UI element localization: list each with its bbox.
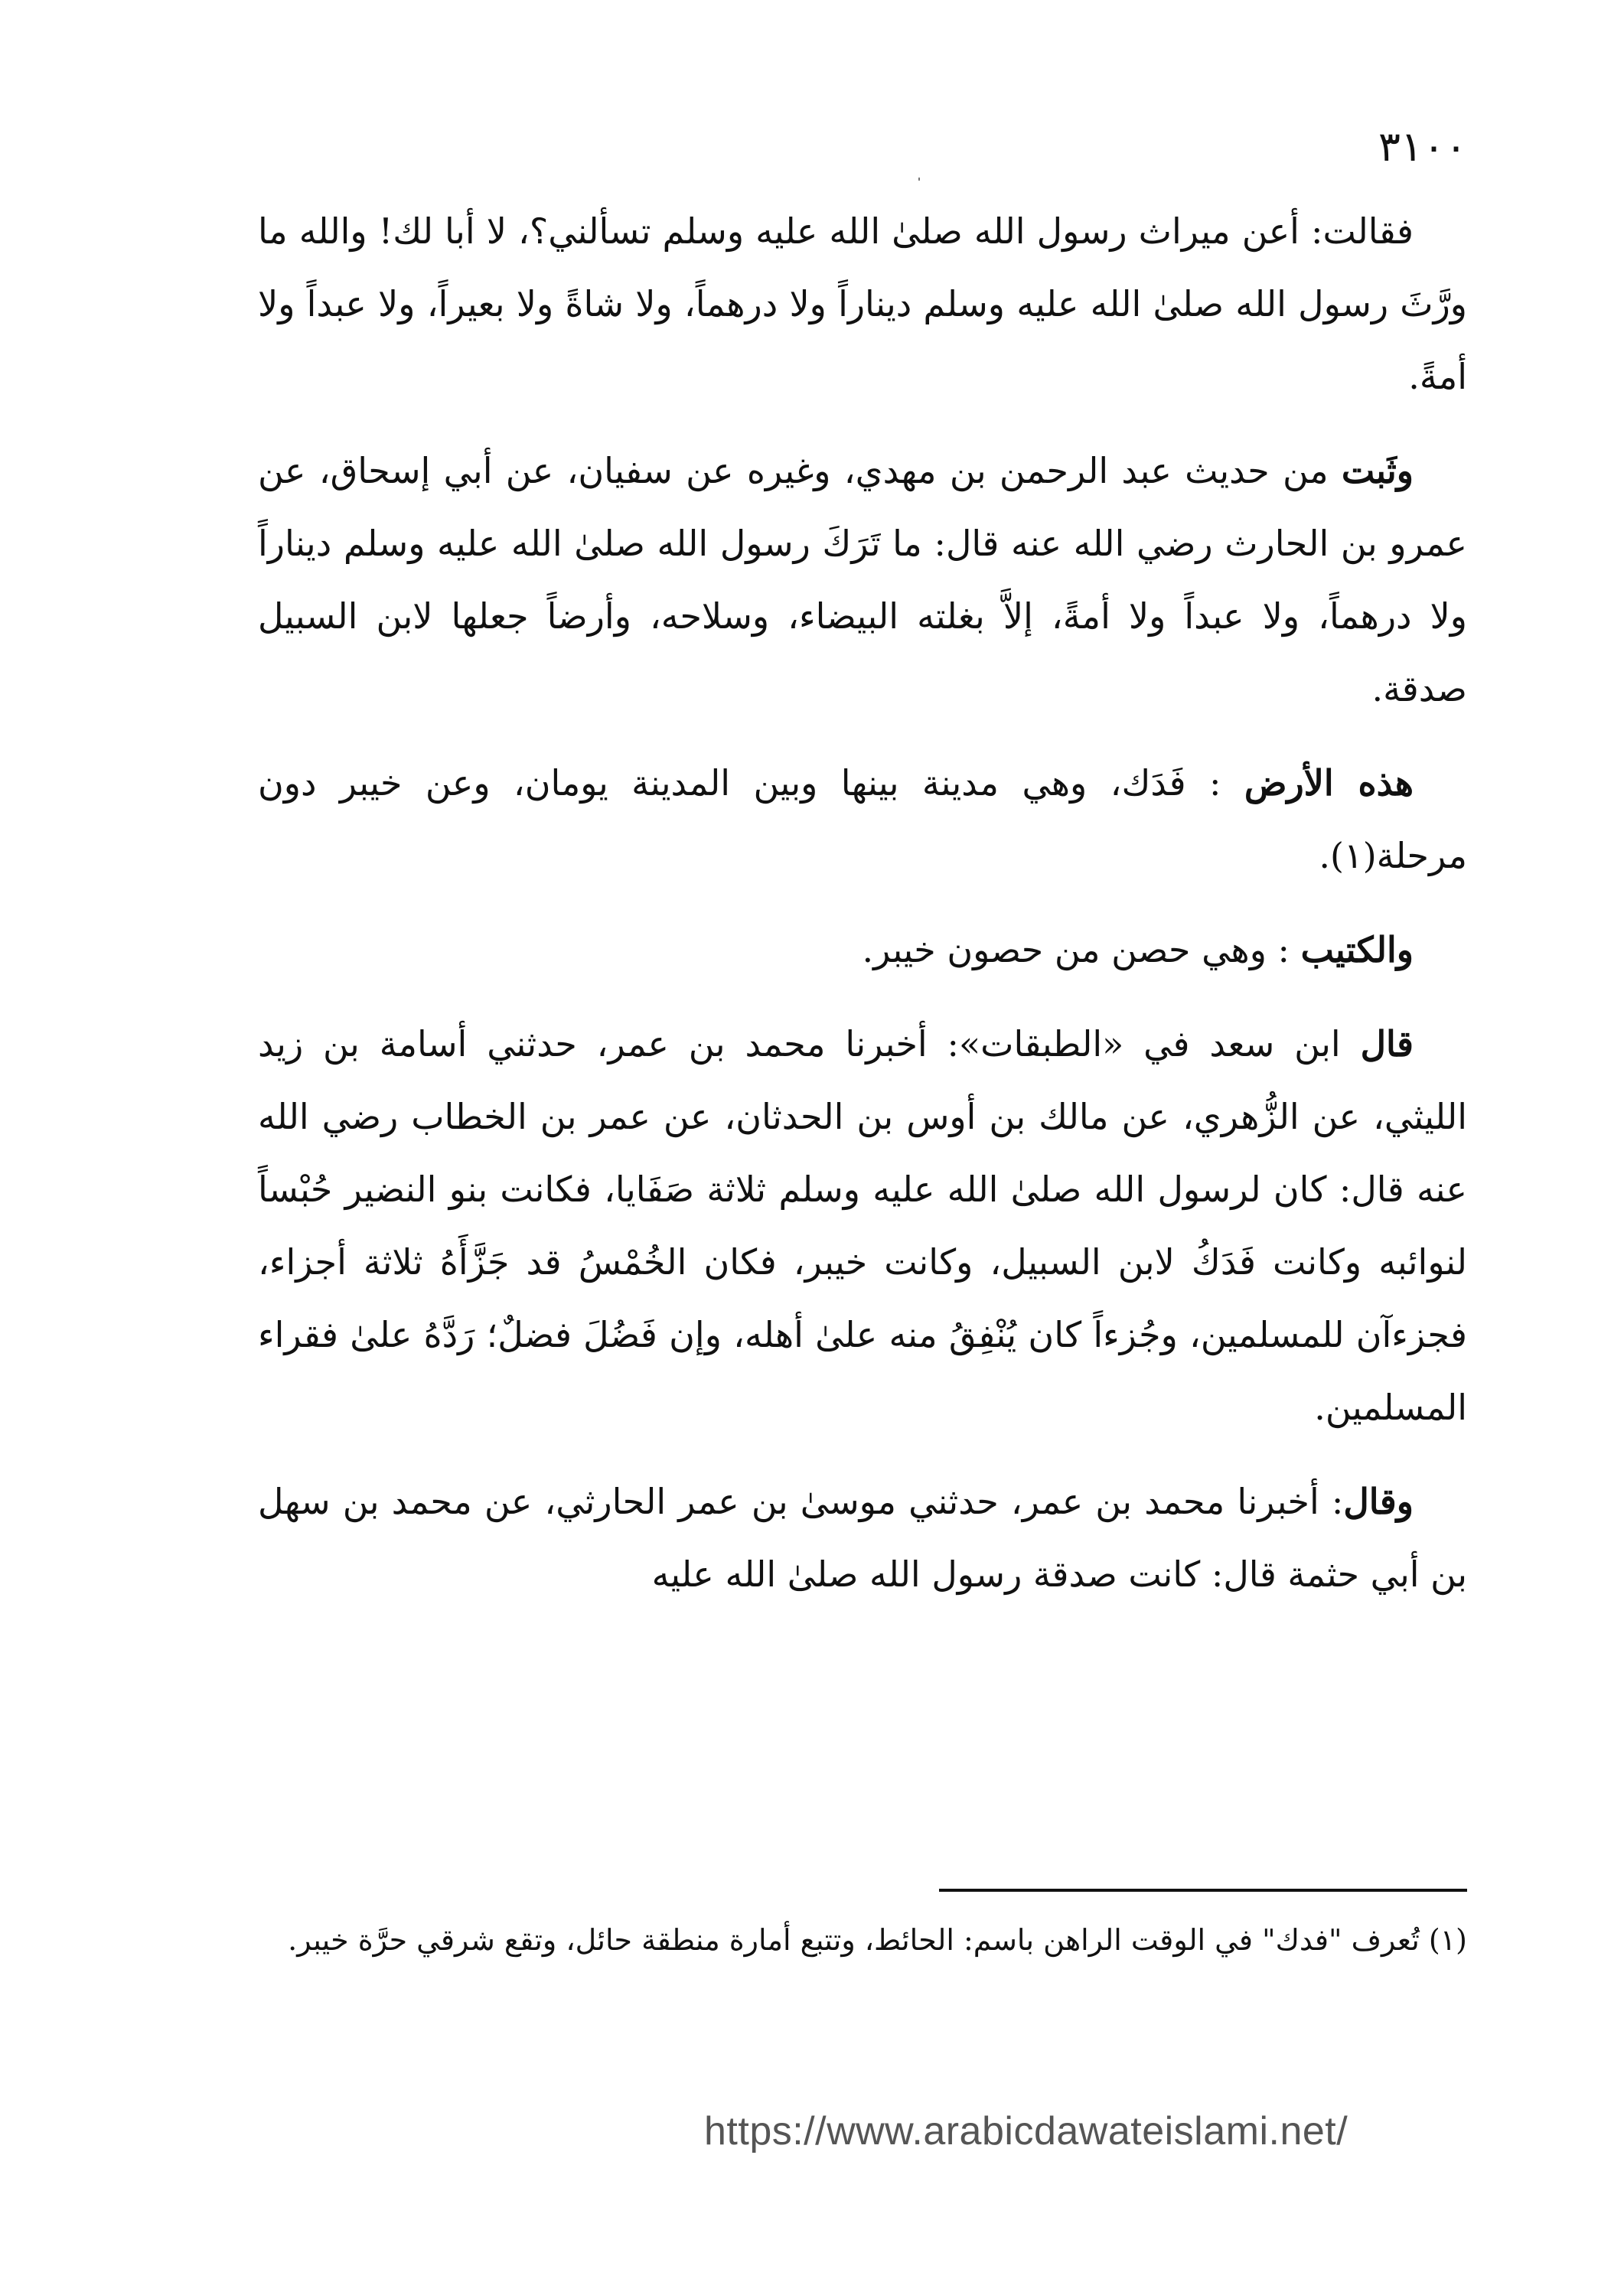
paragraph-text: فقالت: أعن ميراث رسول الله صلىٰ الله عليه وسلم تسألني؟، لا أبا لك! والله ما ورَّثَ رسول الله صلىٰ الله عليه وسلم ديناراً ولا درهماً، ولا شاةً ولا بعيراً، ولا عبداً ولا أمةً. xyxy=(258,210,1467,397)
paragraph xyxy=(258,195,1467,413)
page-number: ٣١٠٠ xyxy=(1378,122,1467,171)
paragraph-lead: هذه الأرض xyxy=(1244,762,1414,804)
paragraph xyxy=(258,747,1467,892)
paragraph-text: : وهي حصن من حصون خيبر. xyxy=(862,929,1301,970)
watermark-url: https://www.arabicdawateislami.net/ xyxy=(704,2109,1348,2153)
paragraph xyxy=(258,435,1467,725)
paragraph-lead: والكتيب xyxy=(1300,929,1414,970)
paragraph-text: ابن سعد في «الطبقات»: أخبرنا محمد بن عمر، حدثني أسامة بن زيد الليثي، عن الزُّهري، عن مالك بن أوس بن الحدثان، عن عمر بن الخطاب رضي الله عنه قال: كان لرسول الله صلىٰ الله عليه وسلم ثلاثة صَفَايا، فكانت بنو النضير حُبْساً لنوائبه وكانت فَدَكُ لابن السبيل، وكانت خيبر، فكان الخُمْسُ قد جَزَّأَهُ ثلاثة أجزاء، فجزءآن للمسلمين، وجُزءاً كان يُنْفِقُ منه علىٰ أهله، وإن فَضُلَ فضلٌ؛ رَدَّهُ علىٰ فقراء المسلمين. xyxy=(258,1023,1467,1428)
paragraph-lead: وثَبت xyxy=(1341,450,1414,491)
footnote-divider xyxy=(939,1889,1467,1892)
scan-speck xyxy=(918,178,920,181)
paragraph-lead: قال xyxy=(1360,1023,1414,1065)
main-text xyxy=(258,195,1467,1632)
paragraph-text: : أخبرنا محمد بن عمر، حدثني موسىٰ بن عمر الحارثي، عن محمد بن سهل بن أبي حثمة قال: كانت صدقة رسول الله صلىٰ الله عليه xyxy=(258,1481,1467,1595)
footnote-text: (١) تُعرف "فدك" في الوقت الراهن باسم: الحائط، وتتبع أمارة منطقة حائل، وتقع شرقي حرَّة خيبر. xyxy=(288,1923,1467,1957)
paragraph-text: : فَدَك، وهي مدينة بينها وبين المدينة يومان، وعن خيبر دون مرحلة(١). xyxy=(258,762,1467,876)
paragraph-text: من حديث عبد الرحمن بن مهدي، وغيره عن سفيان، عن أبي إسحاق، عن عمرو بن الحارث رضي الله عنه قال: ما تَرَكَ رسول الله صلىٰ الله عليه وسلم ديناراً ولا درهماً، ولا عبداً ولا أمةً، إلاَّ بغلته البيضاء، وسلاحه، وأرضاً جعلها لابن السبيل صدقة. xyxy=(258,450,1468,709)
footnote xyxy=(258,1913,1467,1967)
paragraph xyxy=(258,914,1467,986)
paragraph xyxy=(258,1466,1467,1611)
paragraph-lead: وقال xyxy=(1343,1481,1414,1522)
paragraph xyxy=(258,1008,1467,1444)
